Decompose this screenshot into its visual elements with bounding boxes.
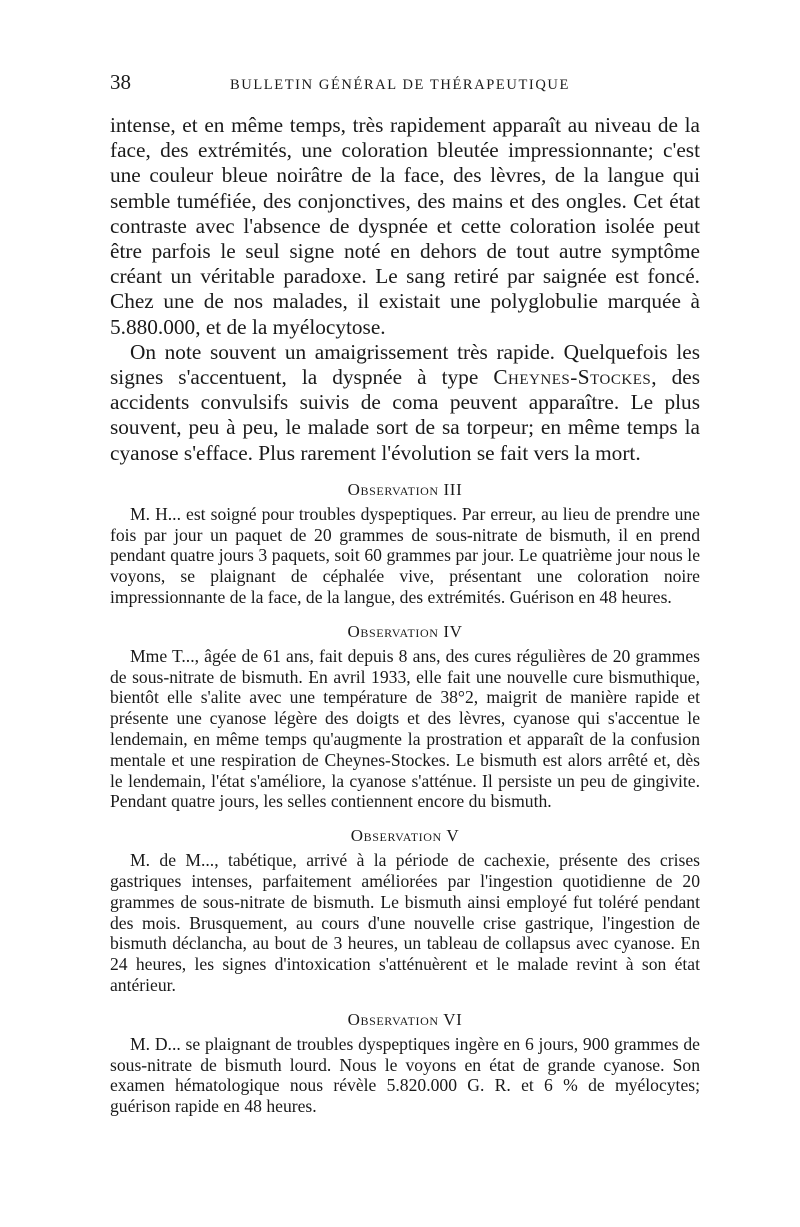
observation-heading: Observation V (350, 826, 460, 846)
observation-vi (110, 1010, 700, 1117)
observation-text: M. H... est soigné pour troubles dyspeptiques. Par erreur, au lieu de prendre une fois par jour un paquet de 20 grammes de sous-nitrate de bismuth, il en prend pendant quatre jours 3 paquets, soit 60 grammes par jour. Le quatrième jour nous le voyons, se plaignant de céphalée vive, présentant une coloration noire impressionnante de la face, de la langue, des extrémités. Guérison en 48 heures. (110, 503, 700, 608)
main-text (110, 113, 700, 466)
page-header (110, 70, 700, 98)
second-paragraph-before: On note souvent un amaigrissement très rapide. Quelquefois les signes s'accentuent, la dyspnée à type (110, 339, 700, 390)
observation-v (110, 826, 700, 996)
observation-text: Mme T..., âgée de 61 ans, fait depuis 8 ans, des cures régulières de 20 grammes de sous-nitrate de bismuth. En avril 1933, elle fait une nouvelle cure bismuthique, bientôt elle s'alite avec une température de 38°2, maigrit de manière rapide et présente une cyanose légère des doigts et des lèvres, cyanose qui s'accentue le lendemain, en même temps qu'augmente la prostration et apparaît de la confusion mentale et une respiration de Cheynes-Stockes. Le bismuth est alors arrêté et, dès le lendemain, l'état s'améliore, la cyanose s'atténue. Il persiste un peu de gingivite. Pendant quatre jours, les selles contiennent encore du bismuth. (110, 645, 700, 812)
second-paragraph-after: , des accidents convulsifs suivis de coma peuvent apparaître. Le plus souvent, peu à peu, le malade sort de sa torpeur; en même temps la cyanose s'efface. Plus rarement l'évolution se fait vers la mort. (110, 365, 700, 465)
running-title: BULLETIN GÉNÉRAL DE THÉRAPEUTIQUE (230, 77, 570, 93)
observation-text: M. D... se plaignant de troubles dyspeptiques ingère en 6 jours, 900 grammes de sous-nitrate de bismuth lourd. Nous le voyons en état de grande cyanose. Son examen hématologique nous révèle 5.820.000 G. R. et 6 % de myélocytes; guérison rapide en 48 heures. (110, 1033, 700, 1117)
observation-heading: Observation VI (347, 1009, 463, 1029)
observation-iv (110, 622, 700, 812)
observation-text: M. de M..., tabétique, arrivé à la période de cachexie, présente des crises gastriques intenses, parfaitement améliorées par l'ingestion quotidienne de 20 grammes de sous-nitrate de bismuth. Le bismuth ainsi employé fut toléré pendant des mois. Brusquement, au cours d'une nouvelle crise gastrique, l'ingestion de bismuth déclancha, au bout de 3 heures, un tableau de collapsus avec cyanose. En 24 heures, les signes d'intoxication s'atténuèrent et le malade revint à son état antérieur. (110, 850, 700, 995)
observation-iii (110, 480, 700, 608)
document-page (110, 70, 700, 1117)
intro-paragraph: intense, et en même temps, très rapidement apparaît au niveau de la face, des extrémités, une coloration bleutée impressionnante; c'est une couleur bleue noirâtre de la face, des lèvres, de la langue qui semble tuméfiée, des conjonctives, des mains et des ongles. Cet état contraste avec l'absence de dyspnée et cette coloration isolée peut être parfois le seul signe noté en dehors de tout autre symptôme créant un véritable paradoxe. Le sang retiré par saignée est foncé. Chez une de nos malades, il existait une polyglobulie marquée à 5.880.000, et de la myélocytose. (110, 113, 700, 339)
cheynes-stockes-name: Cheynes-Stockes (493, 365, 652, 390)
page-number: 38 (110, 70, 131, 94)
second-paragraph (110, 340, 700, 466)
observation-heading: Observation III (347, 479, 463, 499)
observation-heading: Observation IV (347, 621, 463, 641)
